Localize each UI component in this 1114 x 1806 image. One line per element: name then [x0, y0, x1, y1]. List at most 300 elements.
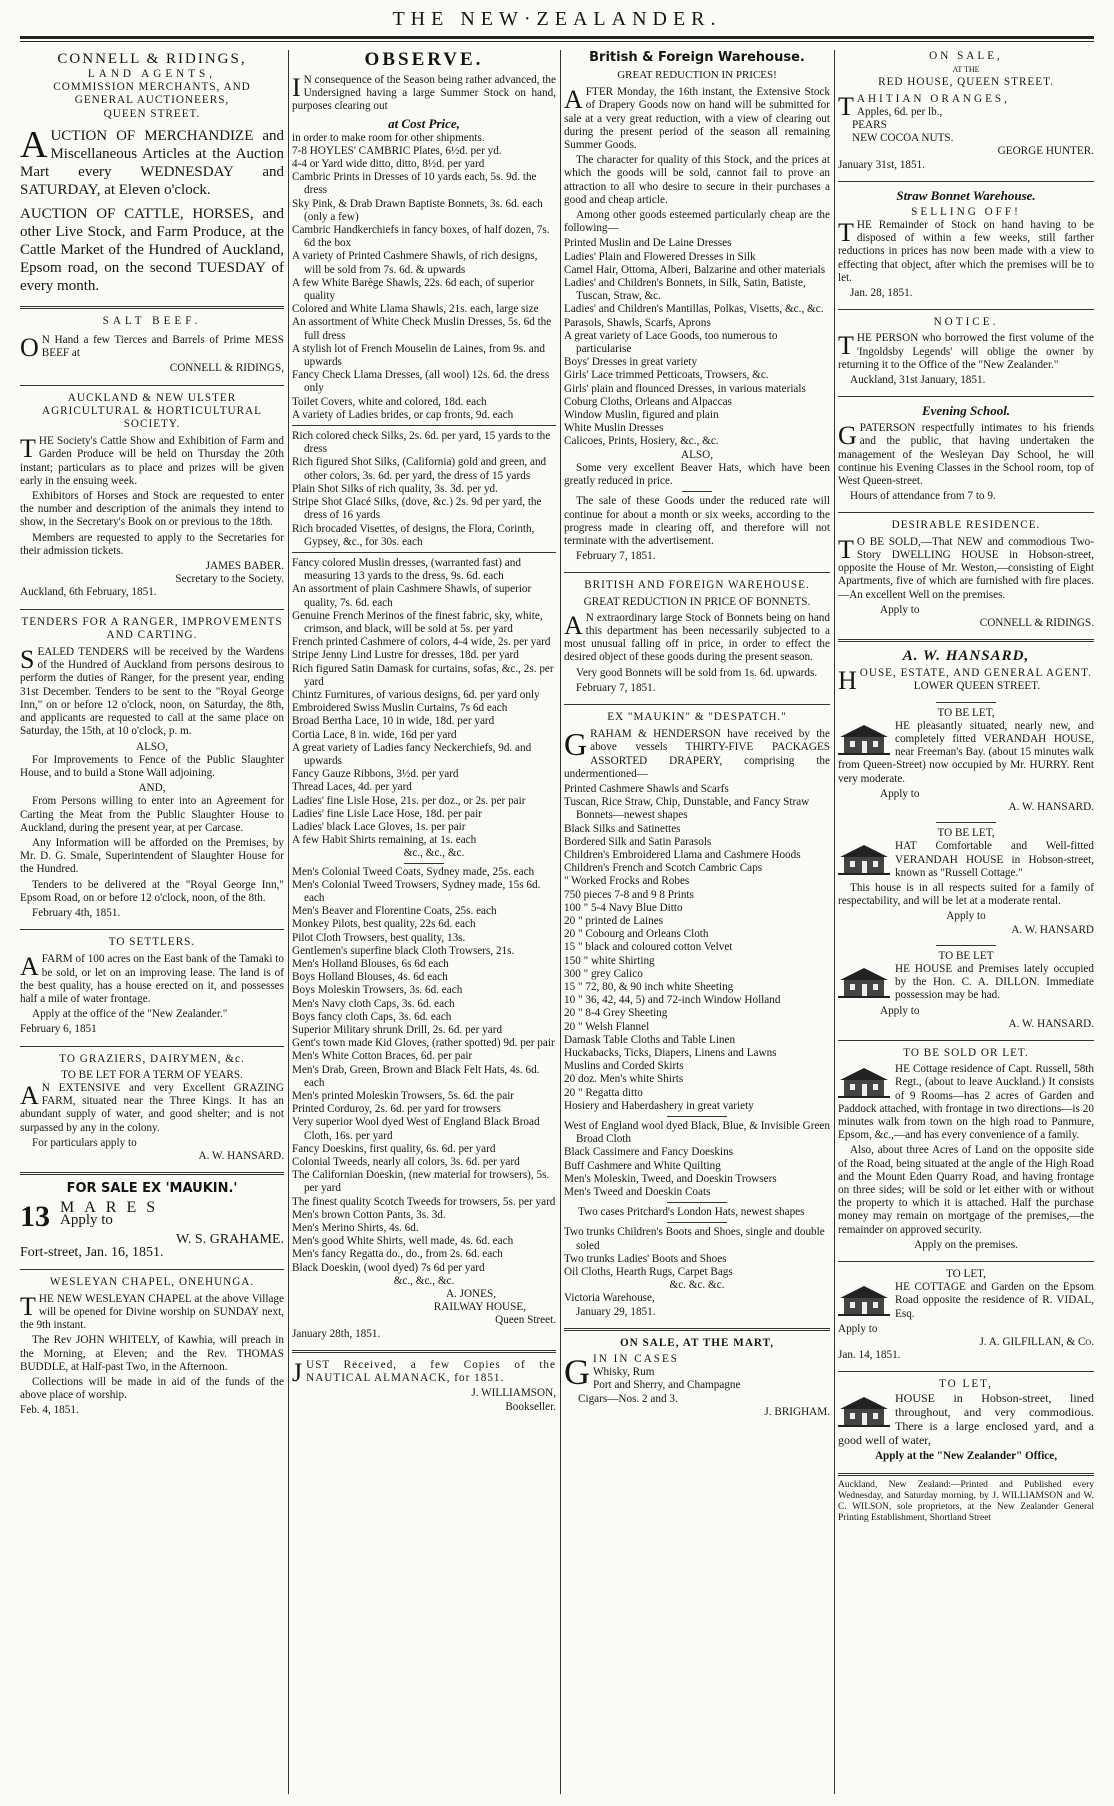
list-item: Black Doeskin, (wool dyed) 7s 6d per yard: [292, 1261, 485, 1274]
ad-date: February 4th, 1851.: [32, 906, 121, 919]
list-item: Men's Tweed and Doeskin Coats: [564, 1186, 711, 1199]
list-item: Printed Cashmere Shawls and Scarfs: [564, 782, 729, 795]
separator: [20, 306, 284, 309]
ad-to-let-cottage: [838, 1266, 1094, 1368]
column-4: [838, 48, 1094, 1796]
house-icon: [838, 842, 890, 876]
ad-body: The Rev JOHN WHITELY, of Kawhia, will preach in the Morning, at Eleven; and the Rev. THOMAS BUDDLE, at Half-past Two, in the Afternoon.: [20, 1334, 284, 1373]
list-item: An assortment of plain Cashmere Shawls, of superior quality, 7s. 6d. each: [292, 583, 532, 609]
ad-line: QUEEN STREET.: [103, 107, 201, 120]
list-item: Sky Pink, & Drab Drawn Baptiste Bonnets, 3s. 6d. each (only a few): [292, 197, 543, 223]
list-item: Rich colored check Silks, 2s. 6d. per yard, 15 yards to the dress: [292, 430, 551, 456]
list-item: Children's Embroidered Llama and Cashmere Hoods: [564, 848, 801, 861]
list-item: Embroidered Swiss Muslin Curtains, 7s 6d each: [292, 702, 508, 715]
list-item: Bordered Silk and Satin Parasols: [564, 835, 712, 848]
ad-title: TO LET,: [939, 1378, 993, 1391]
goods-list: [564, 1226, 830, 1279]
list-item: Damask Table Cloths and Table Linen: [564, 1033, 736, 1046]
ad-line: LAND AGENTS,: [87, 68, 217, 80]
separator: [20, 385, 284, 386]
ad-body: Collections will be made in aid of the funds of the above place of worship.: [20, 1376, 284, 1402]
separator: [838, 309, 1094, 310]
ad-signature: GEORGE HUNTER.: [997, 145, 1094, 158]
ad-title: EX "MAUKIN" & "DESPATCH.": [607, 710, 787, 723]
list-item: Chintz Furnitures, of various designs, 6d. per yard only: [292, 688, 540, 701]
house-icon: [838, 1283, 890, 1317]
ad-line: GENERAL AUCTIONEERS,: [74, 94, 230, 107]
ad-date: Jan. 14, 1851.: [838, 1349, 901, 1362]
ad-body: Apply at the office of the "New Zealander.": [32, 1008, 228, 1021]
list-item: Apples, 6d. per lb.,: [856, 105, 943, 118]
list-item: Men's printed Moleskin Trowsers, 5s. 6d. the pair: [292, 1090, 515, 1103]
ad-body: Exhibitors of Horses and Stock are requested to enter the number and description of the animals they intend to show, in the Secretary's Book on or previous to the 18th.: [20, 490, 284, 529]
ad-body: HE HOUSE and Premises lately occupied by the Hon. C. A. DILLON. Immediate possession may be had.: [895, 962, 1094, 1002]
separator: [936, 945, 996, 946]
ad-gin-at-mart: ON SALE, AT THE MART, GIN IN CASES Whisky, Rum Port and Sherry, and Champagne Cigars—Nos. 2 and 3. J. BRIGHAM.: [564, 1336, 830, 1418]
list-item: Fancy Gauze Ribbons, 3½d. per yard: [292, 768, 459, 781]
list-item: Men's Merino Shirts, 4s. 6d.: [292, 1222, 419, 1235]
list-item: Two trunks Children's Boots and Shoes, single and double soled: [564, 1226, 825, 1252]
column-2: [292, 48, 556, 1796]
ad-body: UCTION OF MERCHANDIZE and Miscellaneous Articles at the Auction Mart every WEDNESDAY and SATURDAY, at Eleven o'clock.: [20, 127, 284, 198]
house-icon: [838, 965, 890, 999]
ad-line: AND,: [138, 782, 166, 795]
imprint: Auckland, New Zealand:—Printed and Published every Wednesday, and Saturday morning, by J. WILLIAMSON and W. C. WILSON, sole proprietors, at the New Zealander General Printing Establishment, Shortland Street: [838, 1479, 1094, 1523]
ad-title: TO LET,: [946, 1268, 986, 1281]
ad-signature: W. S. GRAHAME.: [176, 1232, 284, 1248]
ad-body: HAT Comfortable and Well-fitted VERANDAH HOUSE in Hobson-street, known as "Russell Cottage.": [895, 840, 1094, 879]
list-item: Ladies' black Lace Gloves, 1s. per pair: [292, 820, 466, 833]
list-item: Men's brown Cotton Pants, 3s. 3d.: [292, 1208, 446, 1221]
list-item: Thread Laces, 4d. per yard: [292, 781, 412, 794]
ad-graziers: TO GRAZIERS, DAIRYMEN, &c. TO BE LET FOR A TERM OF YEARS. A N EXTENSIVE and very Excellent GRAZING FARM, situated near the Three Kings. It has an abundant supply of water, and good shelter; and is not surpassed by any in the colony. For particulars apply to A. W. HANSARD.: [20, 1052, 284, 1162]
ad-line: ALSO,: [135, 740, 168, 753]
ad-connell-ridings: [20, 48, 284, 303]
ad-body: HE Remainder of Stock on hand having to be disposed of within a few weeks, still farther reductions in prices has now been made with a view to effecting that object, after which the premises will be to let.: [838, 219, 1094, 284]
list-item: Men's Navy cloth Caps, 3s. 6d. each: [292, 997, 455, 1010]
ad-straw-bonnet: Straw Bonnet Warehouse. SELLING OFF! THE Remainder of Stock on hand having to be disposed of within a few weeks, still farther reductions in prices has now been made with a view to effecting that object, after which the premises will be to let. Jan. 28, 1851.: [838, 187, 1094, 300]
ad-line: Apply to: [880, 603, 920, 616]
separator: [936, 702, 996, 703]
ad-title: Evening School.: [921, 403, 1011, 419]
ad-body: For particulars apply to: [32, 1136, 137, 1149]
ad-red-house: ON SALE, AT THE RED HOUSE, QUEEN STREET. TAHITIAN ORANGES, Apples, 6d. per lb., PEARS NEW COCOA NUTS. GEORGE HUNTER. January 31st, 1851.: [838, 50, 1094, 171]
list-item: Colored and White Llama Shawls, 21s. each, large size: [292, 303, 539, 316]
ad-date: Auckland, 6th February, 1851.: [20, 586, 157, 599]
separator: [404, 863, 444, 864]
ad-signature: CONNELL & RIDINGS,: [169, 362, 284, 375]
ad-date: February 7, 1851.: [576, 681, 656, 694]
ad-line: RED HOUSE, QUEEN STREET.: [878, 76, 1054, 89]
list-item: Fancy colored Muslin dresses, (warranted fast) and measuring 13 yards to the dress, 9s. 6d. each: [292, 556, 521, 583]
separator: [20, 609, 284, 610]
list-item: Gentlemen's superfine black Cloth Trowsers, 21s.: [292, 944, 515, 957]
separator: [838, 396, 1094, 397]
list-item: Toilet Covers, white and colored, 18d. each: [292, 395, 487, 408]
separator: [682, 491, 712, 492]
separator: [20, 1046, 284, 1047]
ad-signature: JAMES BABER.: [205, 560, 284, 573]
ad-line: Apply to: [60, 1212, 113, 1229]
ad-maukin-mares: [20, 1179, 284, 1265]
ad-subtitle: GREAT REDUCTION IN PRICES!: [617, 69, 777, 81]
separator: [564, 572, 830, 573]
list-item: Men's White Cotton Braces, 6d. per pair: [292, 1050, 473, 1063]
list-item: A stylish lot of French Mouselin de Laines, from 9s. and upwards: [292, 342, 545, 369]
list-item: Men's Moleskin, Tweed, and Doeskin Trowsers: [564, 1172, 777, 1185]
list-item: Men's good White Shirts, well made, 4s. 6d. each: [292, 1235, 514, 1248]
separator: [20, 929, 284, 930]
ad-line: Apply at the "New Zealander" Office,: [874, 1450, 1058, 1463]
ad-salt-beef: SALT BEEF. O N Hand a few Tierces and Barrels of Prime MESS BEEF at CONNELL & RIDINGS,: [20, 314, 284, 375]
price-list: [292, 145, 556, 422]
list-item: Fancy Doeskins, first quality, 6s. 6d. per yard: [292, 1142, 496, 1155]
list-item: Huckabacks, Ticks, Diapers, Linens and Lawns: [564, 1047, 777, 1060]
list-item: Boys Moleskin Trowsers, 3s. 6d. each: [292, 984, 463, 997]
ad-to-let-hobson-street: [838, 1376, 1094, 1469]
mare-count: 13: [20, 1201, 50, 1234]
list-item: A few White Barège Shawls, 22s. 6d each, of superior quality: [292, 276, 535, 303]
list-item: Port and Sherry, and Champagne: [593, 1379, 741, 1392]
ad-title: BRITISH AND FOREIGN WAREHOUSE.: [584, 579, 810, 592]
list-item: 10 " 36, 42, 44, 5) and 72-inch Window Holland: [564, 994, 781, 1007]
ad-body: FARM of 100 acres on the East bank of the Tamaki to be sold, or let on an improving lease. The land is of the best quality, has a house erected on it, and possesses half a mile of water frontage.: [20, 953, 284, 1005]
list-item: 20 " Cobourg and Orleans Cloth: [564, 928, 709, 941]
list-item: A great variety of Ladies fancy Neckerchiefs, 9d. and upwards: [292, 741, 532, 767]
list-item: 15 " black and coloured cotton Velvet: [564, 941, 733, 954]
list-item: Black Cassimere and Fancy Doeskins: [564, 1146, 734, 1159]
ad-body: Also, about three Acres of Land on the opposite side of the Road, being situated at the angle of the High Road and the Mount Eden Quarry Road, and having frontage on three sides; will be sold or let either with or without the property to which it is attached. Half the purchase money may remain on mortgage of the premises,—the remainder on approved security.: [838, 1144, 1094, 1236]
ad-body: HE NEW WESLEYAN CHAPEL at the above Village will be opened for Divine worship on SUNDAY next, the 9th instant.: [20, 1292, 284, 1332]
list-item: Boys' Dresses in great variety: [564, 356, 698, 369]
ad-line: &c., &c., &c.: [403, 847, 465, 860]
list-item: " Worked Frocks and Robes: [564, 875, 690, 888]
house-icon: [838, 722, 890, 756]
ad-title: Straw Bonnet Warehouse.: [896, 187, 1036, 203]
ad-title: TO SETTLERS.: [108, 936, 196, 949]
ad-signature: J. BRIGHAM.: [764, 1405, 830, 1418]
ad-body: N EXTENSIVE and very Excellent GRAZING FARM, situated near the Three Kings. It has an abundant supply of water, and good shelter; and is not surpassed by any in the colony.: [20, 1081, 284, 1134]
ad-body: AUCTION OF CATTLE, HORSES, and other Live Stock, and Farm Produce, at the Cattle Market of the Hundred of Auckland, Epsom road, on the second TUESDAY of every month.: [20, 205, 284, 294]
ad-title: TO BE LET: [938, 949, 994, 962]
list-item: 300 " grey Calico: [564, 967, 643, 980]
list-item: Parasols, Shawls, Scarfs, Aprons: [564, 316, 711, 329]
list-item: Cigars—Nos. 2 and 3.: [578, 1392, 678, 1405]
list-item: Monkey Pilots, best quality, 22s 6d. each: [292, 918, 476, 931]
ad-signature: CONNELL & RIDINGS.: [979, 616, 1094, 629]
list-item: Two trunks Ladies' Boots and Shoes: [564, 1252, 727, 1265]
ad-line: &c. &c. &c.: [669, 1279, 725, 1292]
ad-subtitle: SELLING OFF!: [911, 205, 1021, 218]
ad-graham-henderson: EX "MAUKIN" & "DESPATCH." GRAHAM & HENDERSON have received by the above vessels THIRTY-FIVE PACKAGES ASSORTED DRAPERY, comprising the undermentioned— Printed Cashmere Shawls and Scarfs Tuscan, Rice Straw, Chip, Dunstable, and Fancy Straw Bonnets—newest shapes Black Silks and Satinettes Bordered Silk and Satin Parasols Children's Embroidered Llama and Cashmere Hoods Children's French and Scotch Cambric Caps " Worked Frocks and Robes 750 pieces 7-8 and 9 8 Prints 100 " 5-4 Navy Blue Ditto 20 " printed de Laines 20 " Cobourg and Orleans Cloth 15 " black and coloured cotton Velvet 150 " white Shirting 300 " grey Calico 15 " 72, 80, & 90 inch white Sheeting 10 " 36, 42, 44, 5) and 72-inch Window Holland 20 " 8-4 Grey Sheeting 20 " Welsh Flannel Damask Table Cloths and Table Linen Huckabacks, Ticks, Diapers, Linens and Lawns Muslins and Corded Skirts 20 doz. Men's white Shirts 20 " Regatta ditto Hosiery and Haberdashery in great variety West of England wool dyed Black, Blue, & Invisible Green Broad Cloth Black Cassimere and Fancy Doeskins Buff Cashmere and White Quilting Men's Moleskin, Tweed, and Doeskin Trowsers Men's Tweed and Doeskin Coats Two cases Pritchard's London Hats, newest shapes Two trunks Children's Boots and Shoes, single and double soled Two trunks Ladies' Boots and Shoes Oil Cloths, Hearth Rugs, Carpet Bags &c. &c. &c. Victoria Warehouse, January 29, 1851.: [564, 710, 830, 1318]
separator: [564, 1328, 830, 1331]
list-item: Cambric Prints in Dresses of 10 yards each, 5s. 9d. the dress: [292, 171, 537, 197]
ad-line: Apply to: [880, 787, 920, 800]
house-icon: [838, 1394, 890, 1428]
ad-body: Among other goods esteemed particularly cheap are the following—: [564, 209, 830, 235]
list-item: Men's Colonial Tweed Coats, Sydney made, 25s. each: [292, 865, 535, 878]
separator: [667, 1222, 727, 1223]
separator: [936, 822, 996, 823]
separator: [292, 552, 556, 553]
ad-date: January 29, 1851.: [576, 1305, 656, 1318]
ad-date: Feb. 4, 1851.: [20, 1404, 79, 1417]
list-item: Men's Drab, Green, Brown and Black Felt Hats, 4s. 6d. each: [292, 1063, 540, 1089]
separator: [838, 1473, 1094, 1476]
ad-date: January 28th, 1851.: [292, 1327, 381, 1340]
ad-line: AT THE: [952, 65, 980, 75]
list-item: Window Muslin, figured and plain: [564, 409, 719, 422]
list-item: An assortment of White Check Muslin Dresses, 5s. 6d the full dress: [292, 316, 552, 342]
list-item: Boys fancy cloth Caps, 3s. 6d. each: [292, 1010, 452, 1023]
ad-agricultural-society: AUCKLAND & NEW ULSTER AGRICULTURAL & HORTICULTURAL SOCIETY. THE Society's Cattle Show and Exhibition of Farm and Garden Produce will be held on Thursday the 20th instant; particulars as to place and prizes will be given early in the ensuing week. Exhibitors of Horses and Stock are requested to enter the number and description of the animals they intend to show, in the Secretary's Book on or previous to the 18th. Members are requested to apply to the Secretaries for their admission tickets. JAMES BABER. Secretary to the Society. Auckland, 6th February, 1851.: [20, 391, 284, 599]
ad-body: FTER Monday, the 16th instant, the Extensive Stock of Drapery Goods now on hand will be submitted for sale at a very great reduction, with a view of clearing out during the present period of the season all remaining Summer Goods.: [564, 86, 830, 152]
list-item: Pilot Cloth Trowsers, best quality, 13s.: [292, 931, 466, 944]
column-divider: [560, 50, 561, 1794]
ad-title: ON SALE, AT THE MART,: [619, 1336, 775, 1349]
list-item: Men's fancy Regatta do., do., from 2s. 6d. each: [292, 1248, 503, 1261]
ad-body: This house is in all respects suited for a family of respectability, and will be let at a moderate rental.: [838, 881, 1094, 908]
separator: [292, 425, 556, 426]
list-item: Rich brocaded Visettes, of designs, the Flora, Corinth, Gypsey, &c., for 30s. each: [292, 522, 535, 548]
list-item: Colonial Tweeds, nearly all colors, 3s. 6d. per yard: [292, 1156, 520, 1169]
separator: [292, 1350, 556, 1353]
ad-body: O BE SOLD,—That NEW and commodious Two-Story DWELLING HOUSE in Hobson-street, opposite the House of Mr. Weston,—consisting of Eight Apartments, five of which are furnished with fire places.—An excellent Well on the premises.: [838, 535, 1094, 601]
list-item: 4-4 or Yard wide ditto, ditto, 8½d. per yard: [292, 158, 485, 171]
list-item: Calicoes, Prints, Hosiery, &c., &c.: [564, 435, 719, 448]
ad-body: UST Received, a few Copies of the NAUTICAL ALMANACK, for 1851.: [306, 1358, 556, 1385]
ad-title: TO GRAZIERS, DAIRYMEN, &c.: [59, 1052, 245, 1065]
list-item: Oil Cloths, Hearth Rugs, Carpet Bags: [564, 1266, 733, 1279]
ad-sold-or-let: [838, 1045, 1094, 1258]
list-item: Stripe Shot Glacé Silks, (dove, &c.) 2s. 9d per yard, the dress of 16 yards: [292, 496, 542, 522]
ad-line: ALSO,: [680, 448, 713, 461]
ad-body: RAHAM & HENDERSON have received by the above vessels THIRTY-FIVE PACKAGES ASSORTED DRAPERY, comprising the undermentioned—: [564, 728, 830, 780]
list-item: NEW COCOA NUTS.: [852, 132, 954, 145]
ad-title: SALT BEEF.: [102, 314, 202, 327]
ad-body: Tenders to be delivered at the "Royal George Inn," Epsom Road, on or before 12 o'clock, noon, of the 8th.: [20, 878, 284, 904]
list-item: A great variety of Lace Goods, too numerous to particularise: [564, 329, 778, 356]
masthead: [20, 6, 1094, 44]
price-list: [292, 866, 556, 1275]
column-1: [20, 48, 284, 1796]
ad-title: CONNELL & RIDINGS,: [57, 51, 247, 67]
list-item: Fancy Check Llama Dresses, (all wool) 12s. 6d. the dress only: [292, 369, 550, 395]
list-item: Genuine French Merinos of the finest fabric, sky, white, crimson, and black, will be sold at 5s. per yard: [292, 609, 543, 635]
goods-list: [838, 106, 1094, 146]
list-item: 20 " Regatta ditto: [564, 1086, 643, 1099]
ad-body: EALED TENDERS will be received by the Wardens of the Hundred of Auckland from persons desirous to perform the duties of Ranger, for the present year, ending 31st December. Tenders to be sent to the "Royal George Inn," on or before 12 o'clock, noon, on Saturday, the 8th, and applicants are requested to call at the same place on Saturday, the 15th, at 10 o'clock, p. m.: [20, 646, 284, 738]
ad-nautical-almanack: JUST Received, a few Copies of the NAUTICAL ALMANACK, for 1851. J. WILLIAMSON, Bookseller.: [292, 1357, 556, 1413]
list-item: Whisky, Rum: [593, 1366, 655, 1379]
ad-title: TO BE SOLD OR LET.: [903, 1046, 1029, 1059]
list-item: Children's French and Scotch Cambric Caps: [564, 862, 763, 875]
ad-title: FOR SALE EX 'MAUKIN.': [66, 1181, 238, 1197]
ad-date: February 6, 1851: [20, 1023, 97, 1036]
list-item: White Muslin Dresses: [564, 422, 664, 435]
ad-body: HE pleasantly situated, nearly new, and completely fitted VERANDAH HOUSE, near Freeman's Bay. (about 15 minutes walk from Queen-Street) now occupied by Mr. HURRY. Rent very moderate.: [838, 719, 1094, 785]
ad-date: Jan. 28, 1851.: [850, 287, 913, 300]
ad-body: PATERSON respectfully intimates to his friends and the public, that having undertaken the management of the Wesleyan Day School, he will continue his Evening Classes in the School room, top of West Queen-street.: [838, 422, 1094, 488]
ad-title: TO BE LET,: [937, 706, 995, 719]
list-item: 100 " 5-4 Navy Blue Ditto: [564, 901, 683, 914]
separator: [838, 1371, 1094, 1372]
ad-line: Apply to: [946, 910, 986, 923]
ad-body: The sale of these Goods under the reduced rate will continue for about a month or six weeks, according to the progress made in clearing off, and therefore will not terminate with the advertisement.: [564, 495, 830, 547]
ad-body: From Persons willing to enter into an Agreement for Carting the Meat from the Public Slaughter House to Auckland, during the present year, at per Carcase.: [20, 795, 284, 834]
list-item: A variety of Ladies brides, or cap fronts, 9d. each: [292, 408, 514, 421]
ad-title: WESLEYAN CHAPEL, ONEHUNGA.: [49, 1275, 255, 1288]
ad-body: HE Society's Cattle Show and Exhibition of Farm and Garden Produce will be held on Thursday the 20th instant; particulars as to place and prizes will be given early in the ensuing week.: [20, 435, 284, 487]
ad-signature: Queen Street.: [495, 1314, 556, 1327]
list-item: A variety of Printed Cashmere Shawls, of rich designs, will be sold from 7s. 6d. & upwards: [292, 250, 538, 276]
ad-observe: OBSERVE. I N consequence of the Season being rather advanced, the Undersigned having a large Summer Stock on hand, purposes clearing out at Cost Price, in order to make room for other shipments. 7-8 HOYLES' CAMBRIC Plates, 6½d. per yd. 4-4 or Yard wide ditto, ditto, 8½d. per yard Cambric Prints in Dresses of 10 yards each, 5s. 9d. the dress Sky Pink, & Drab Drawn Baptiste Bonnets, 3s. 6d. each (only a few) Cambric Handkerchiefs in fancy boxes, of half dozen, 7s. 6d the box A variety of Printed Cashmere Shawls, of rich designs, will be sold from 7s. 6d. & upwards A few White Barège Shawls, 22s. 6d each, of superior quality Colored and White Llama Shawls, 21s. each, large size An assortment of White Check Muslin Dresses, 5s. 6d the full dress A stylish lot of French Mouselin de Laines, from 9s. and upwards Fancy Check Llama Dresses, (all wool) 12s. 6d. the dress only Toilet Covers, white and colored, 18d. each A variety of Ladies brides, or cap fronts, 9d. each Rich colored check Silks, 2s. 6d. per yard, 15 yards to the dress Rich figured Shot Silks, (California) gold and green, and other colors, 3s. 6d. per yard, the dress of 15 yards Plain Shot Silks of rich quality, 3s. 3d. per yd. Stripe Shot Glacé Silks, (dove, &c.) 2s. 9d per yard, the dress of 16 yards Rich brocaded Visettes, of designs, the Flora, Corinth, Gypsey, &c., for 30s. each Fancy colored Muslin dresses, (warranted fast) and measuring 13 yards to the dress, 9s. 6d. each An assortment of plain Cashmere Shawls, of superior quality, 7s. 6d. each Genuine French Merinos of the finest fabric, sky, white, crimson, and black, will be sold at 5s. per yard French printed Cashmere of colors, 4-4 wide, 2s. per yard Stripe Jenny Lind Lustre for dresses, 18d. per yard Rich figured Satin Damask for curtains, sofas, &c., 2s. per yard Chintz Furnitures, of various designs, 6d. per yard only Embroidered Swiss Muslin Curtains, 7s 6d each Broad Bertha Lace, 10 in wide, 18d. per yard Cortia Lace, 8 in. wide, 16d per yard A great variety of Ladies fancy Neckerchiefs, 9d. and upwards Fancy Gauze Ribbons, 3½d. per yard Thread Laces, 4d. per yard Ladies' fine Lisle Hose, 21s. per doz., or 2s. per pair Ladies' fine Lisle Lace Hose, 18d. per pair Ladies' black Lace Gloves, 1s. per pair A few Habit Shirts remaining, at 1s. each &c., &c., &c. Men's Colonial Tweed Coats, Sydney made, 25s. each Men's Colonial Tweed Trowsers, Sydney made, 15s 6d. each Men's Beaver and Florentine Coats, 25s. each Monkey Pilots, best quality, 22s 6d. each Pilot Cloth Trowsers, best quality, 13s. Gentlemen's superfine black Cloth Trowsers, 21s. Men's Holland Blouses, 6s 6d each Boys Holland Blouses, 4s. 6d each Boys Moleskin Trowsers, 3s. 6d. each Men's Navy cloth Caps, 3s. 6d. each Boys fancy cloth Caps, 3s. 6d. each Superior Military shrunk Drill, 2s. 6d. per yard Gent's town made Kid Gloves, (rather spotted) 9d. per pair Men's White Cotton Braces, 6d. per pair Men's Drab, Green, Brown and Black Felt Hats, 4s. 6d. each Men's printed Moleskin Trowsers, 5s. 6d. the pair Printed Corduroy, 2s. 6d. per yard for trowsers Very superior Wool dyed West of England Black Broad Cloth, 16s. per yard Fancy Doeskins, first quality, 6s. 6d. per yard Colonial Tweeds, nearly all colors, 3s. 6d. per yard The Californian Doeskin, (new material for trowsers), 5s. per yard The finest quality Scotch Tweeds for trowsers, 5s. per yard Men's brown Cotton Pants, 3s. 3d. Men's Merino Shirts, 4s. 6d. Men's good White Shirts, well made, 4s. 6d. each Men's fancy Regatta do., do., from 2s. 6d. each Black Doeskin, (wool dyed) 7s 6d per yard &c., &c., &c. A. JONES, RAILWAY HOUSE, Queen Street. January 28th, 1851.: [292, 49, 556, 1340]
ad-body: HE Cottage residence of Capt. Russell, 58th Regt., (about to leave Auckland.) It consists of 9 Rooms—has 2 acres of Garden and Paddock attached, with frontage in two directions—is 20 minutes walk from town on the high road to Panmure, Epsom, &c.,—and has every convenience of a family.: [838, 1063, 1094, 1142]
list-item: Men's Colonial Tweed Trowsers, Sydney made, 15s 6d. each: [292, 878, 541, 904]
ad-to-be-let-verandah: [838, 705, 1094, 821]
ad-title: OBSERVE.: [364, 49, 484, 70]
ad-title: DESIRABLE RESIDENCE.: [891, 519, 1041, 532]
list-item: Black Silks and Satinettes: [564, 822, 681, 835]
ad-wesleyan-chapel: WESLEYAN CHAPEL, ONEHUNGA. THE NEW WESLEYAN CHAPEL at the above Village will be opened for Divine worship on SUNDAY next, the 9th instant. The Rev JOHN WHITELY, of Kawhia, will preach in the Morning, at Eleven; and the Rev. THOMAS BUDDLE, at Half-past Two, in the Afternoon. Collections will be made in aid of the funds of the above place of worship. Feb. 4, 1851.: [20, 1275, 284, 1417]
list-item: The finest quality Scotch Tweeds for trowsers, 5s. per yard: [292, 1195, 556, 1208]
list-item: Stripe Jenny Lind Lustre for dresses, 18d. per yard: [292, 649, 519, 662]
ad-bonnets-reduction: BRITISH AND FOREIGN WAREHOUSE. GREAT REDUCTION IN PRICE OF BONNETS. A N extraordinary large Stock of Bonnets being on hand this department has been necessarily subjected to a most unusual falling off in price, in order to effect the desired object of these goods during the present season. Very good Bonnets will be sold from 1s. 6d. upwards. February 7, 1851.: [564, 579, 830, 694]
list-item: A few Habit Shirts remaining, at 1s. each: [292, 834, 477, 847]
list-item: Ladies' Plain and Flowered Dresses in Silk: [564, 250, 756, 263]
ad-line: COMMISSION MERCHANTS, AND: [53, 81, 251, 94]
ad-desirable-residence: DESIRABLE RESIDENCE. T O BE SOLD,—That NEW and commodious Two-Story DWELLING HOUSE in Hobson-street, opposite the House of Mr. Weston,—consisting of Eight Apartments, five of which are furnished with fire places.—An excellent Well on the premises. Apply to CONNELL & RIDINGS.: [838, 519, 1094, 629]
list-item: Cortia Lace, 8 in. wide, 16d per yard: [292, 728, 457, 741]
list-item: Ladies' fine Lisle Lace Hose, 18d. per pair: [292, 807, 482, 820]
ad-title: British & Foreign Warehouse.: [589, 50, 805, 65]
ad-line: MARES: [60, 1201, 166, 1217]
ad-body: N consequence of the Season being rather advanced, the Undersigned having a large Summer Stock on hand, purposes clearing out: [292, 74, 556, 113]
masthead-rule: [20, 36, 1094, 42]
house-icon: [838, 1065, 890, 1099]
list-item: Boys Holland Blouses, 4s. 6d each: [292, 971, 448, 984]
ad-tenders: TENDERS FOR A RANGER, IMPROVEMENTS AND CARTING. SEALED TENDERS will be received by the Wardens of the Hundred of Auckland from persons desirous to perform the duties of Ranger, for the present year, ending 31st December. Tenders to be sent to the "Royal George Inn," on or before 12 o'clock, noon, on Saturday, the 8th, and applicants are requested to call at the same place on Saturday, the 15th, at 10 o'clock, p. m. ALSO, For Improvements to Fence of the Public Slaughter House, and to build a Stone Wall adjoining. AND, From Persons willing to enter into an Agreement for Carting the Meat from the Public Slaughter House to Auckland, during the present year, at per Carcase. Any Information will be afforded on the Premises, by Mr. D. G. Smale, Superintendent of Slaughter House for the Hundred. Tenders to be delivered at the "Royal George Inn," Epsom Road, on or before 12 o'clock, noon, of the 8th. February 4th, 1851.: [20, 615, 284, 919]
list-item: Men's Holland Blouses, 6s 6d each: [292, 958, 449, 970]
list-item: Gent's town made Kid Gloves, (rather spotted) 9d. per pair: [292, 1037, 555, 1050]
column-divider: [834, 50, 835, 1794]
ad-body: in order to make room for other shipments.: [292, 131, 485, 144]
list-item: 750 pieces 7-8 and 9 8 Prints: [564, 888, 694, 901]
list-item: 7-8 HOYLES' CAMBRIC Plates, 6½d. per yd.: [292, 144, 502, 157]
ad-evening-school: Evening School. GPATERSON respectfully intimates to his friends and the public, that having undertaken the management of the Wesleyan Day School, he will continue his Evening Classes in the School room, top of West Queen-street. Hours of attendance from 7 to 9.: [838, 403, 1094, 503]
ad-signature: A. W. HANSARD: [1011, 923, 1094, 936]
ad-to-be-let-russell-cottage: [838, 825, 1094, 943]
ad-signature: Bookseller.: [505, 1400, 556, 1413]
newspaper-title: THE NEW·ZEALANDER.: [392, 8, 722, 30]
list-item: Broad Bertha Lace, 10 in wide, 18d. per yard: [292, 715, 495, 728]
ad-subtitle: GREAT REDUCTION IN PRICE OF BONNETS.: [583, 595, 811, 608]
column-divider: [288, 50, 289, 1794]
separator: [20, 1172, 284, 1175]
separator: [838, 1040, 1094, 1041]
ad-date: Auckland, 31st January, 1851.: [850, 374, 986, 387]
ad-line: Apply on the premises.: [914, 1238, 1018, 1251]
list-item: 20 " printed de Laines: [564, 914, 664, 927]
ad-date: January 31st, 1851.: [838, 158, 926, 171]
ad-subtitle: TO BE LET FOR A TERM OF YEARS.: [61, 1068, 243, 1081]
list-item: 150 " white Shirting: [564, 954, 655, 967]
list-item: PEARS: [852, 119, 887, 132]
separator: [667, 1202, 727, 1203]
ad-title: A. W. HANSARD,: [902, 648, 1030, 665]
separator: [838, 512, 1094, 513]
ad-body: OUSE, ESTATE, AND GENERAL AGENT.: [859, 667, 1092, 680]
ad-title: TO BE LET,: [937, 827, 995, 840]
ad-body: The character for quality of this Stock, and the prices at which the goods will be sold, cannot fail to prove an attraction to all who desire to secure in their purchases a good and cheap article.: [564, 154, 830, 206]
goods-list: [564, 237, 830, 448]
list-item: 20 " 8-4 Grey Sheeting: [564, 1007, 668, 1020]
list-item: West of England wool dyed Black, Blue, & Invisible Green Broad Cloth: [564, 1120, 830, 1146]
ad-hansard: A. W. HANSARD, HOUSE, ESTATE, AND GENERAL AGENT. LOWER QUEEN STREET.: [838, 646, 1094, 699]
ad-british-foreign-warehouse: British & Foreign Warehouse. GREAT REDUCTION IN PRICES! AFTER Monday, the 16th instant, the Extensive Stock of Drapery Goods now on hand will be submitted for sale at a very great reduction, with a view of clearing out during the present period of the season all remaining Summer Goods. The character for quality of this Stock, and the prices at which the goods will be sold, cannot fail to prove an attraction to all who desire to secure in their purchases a good and cheap article. Among other goods esteemed particularly cheap are the following— Printed Muslin and De Laine Dresses Ladies' Plain and Flowered Dresses in Silk Camel Hair, Ottoma, Alberi, Balzarine and other materials Ladies' and Children's Bonnets, in Silk, Satin, Batiste, Tuscan, Straw, &c. Ladies' and Children's Mantillas, Polkas, Visetts, &c., &c. Parasols, Shawls, Scarfs, Aprons A great variety of Lace Goods, too numerous to particularise Boys' Dresses in great variety Girls' Lace trimmed Petticoats, Trowsers, &c. Girls' plain and flounced Dresses, in various materials Coburg Cloths, Orleans and Alpaccas Window Muslin, figured and plain White Muslin Dresses Calicoes, Prints, Hosiery, &c., &c. ALSO, Some very excellent Beaver Hats, which have been greatly reduced in price. The sale of these Goods under the reduced rate will continue for about a month or six weeks, according to the progress made in clearing off, and therefore will not terminate with the advertisement. February 7, 1851.: [564, 50, 830, 563]
price-list: [292, 430, 556, 549]
list-item: Very superior Wool dyed West of England Black Broad Cloth, 16s. per yard: [292, 1116, 540, 1142]
ad-line: &c., &c., &c.: [393, 1274, 455, 1287]
ad-body: Hours of attendance from 7 to 9.: [850, 490, 996, 503]
separator: [667, 1116, 727, 1117]
list-item: Cambric Handkerchiefs in fancy boxes, of half dozen, 7s. 6d the box: [292, 224, 550, 250]
ad-subtitle: LOWER QUEEN STREET.: [913, 680, 1041, 693]
list-item: Buff Cashmere and White Quilting: [564, 1159, 721, 1172]
drop-cap: A: [20, 123, 48, 166]
list-item: Ladies' and Children's Mantillas, Polkas, Visetts, &c., &c.: [564, 303, 824, 316]
ad-body: AHITIAN ORANGES,: [856, 92, 1010, 105]
ad-subtitle: at Cost Price,: [388, 115, 460, 131]
list-item: Muslins and Corded Skirts: [564, 1060, 684, 1073]
goods-list: [564, 1120, 830, 1199]
list-item: Printed Muslin and De Laine Dresses: [564, 237, 732, 250]
list-item: Tuscan, Rice Straw, Chip, Dunstable, and Fancy Straw Bonnets—newest shapes: [564, 796, 810, 822]
list-item: Ladies' fine Lisle Hose, 21s. per doz., or 2s. per pair: [292, 794, 526, 807]
ad-body: HE COTTAGE and Garden on the Epsom Road opposite the residence of R. VIDAL, Esq.: [895, 1281, 1094, 1320]
list-item: Superior Military shrunk Drill, 2s. 6d. per yard: [292, 1024, 503, 1037]
ad-line: Apply to: [880, 1004, 920, 1017]
ad-signature: J. WILLIAMSON,: [471, 1387, 556, 1400]
ad-title: AUCKLAND & NEW ULSTER AGRICULTURAL & HORTICULTURAL SOCIETY.: [41, 391, 262, 431]
separator: [838, 181, 1094, 182]
ad-signature: A. W. HANSARD.: [1008, 1017, 1094, 1030]
list-item: Printed Corduroy, 2s. 6d. per yard for trowsers: [292, 1103, 501, 1116]
list-item: 15 " 72, 80, & 90 inch white Sheeting: [564, 981, 734, 993]
ad-signature: A. W. HANSARD.: [1008, 800, 1094, 813]
ad-body: Some very excellent Beaver Hats, which have been greatly reduced in price.: [564, 461, 830, 488]
list-item: 20 " Welsh Flannel: [564, 1020, 650, 1033]
ad-title: NOTICE.: [933, 316, 999, 329]
ad-date: February 7, 1851.: [576, 550, 656, 563]
list-item: Girls' plain and flounced Dresses, in various materials: [564, 382, 806, 395]
ad-notice-ingoldsby: NOTICE. THE PERSON who borrowed the first volume of the 'Ingoldsby Legends' will oblige the owner by returning it to the Office of the "New Zealander." Auckland, 31st January, 1851.: [838, 316, 1094, 387]
list-item: Rich figured Shot Silks, (California) gold and green, and other colors, 3s. 6d. per yard, the dress of 15 yards: [292, 456, 547, 482]
ad-body: HE PERSON who borrowed the first volume of the 'Ingoldsby Legends' will oblige the owner by returning it to the Office of the "New Zealander.": [838, 332, 1094, 371]
separator: [838, 639, 1094, 642]
ad-signature: A. W. HANSARD.: [198, 1149, 284, 1162]
ad-body: HOUSE in Hobson-street, lined throughout, and very commodious. There is a large enclosed yard, and a good well of water,: [838, 1390, 1094, 1448]
ad-date: Fort-street, Jan. 16, 1851.: [20, 1245, 164, 1261]
list-item: Men's Beaver and Florentine Coats, 25s. each: [292, 905, 497, 918]
ad-signature: RAILWAY HOUSE,: [433, 1301, 526, 1314]
list-item: French printed Cashmere of colors, 4-4 wide, 2s. per yard: [292, 636, 551, 649]
list-item: Hosiery and Haberdashery in great variety: [564, 1099, 754, 1112]
ad-signature: A. JONES,: [445, 1288, 496, 1301]
price-list: [292, 557, 556, 847]
column-3: [564, 48, 830, 1796]
goods-list: [564, 1366, 830, 1406]
